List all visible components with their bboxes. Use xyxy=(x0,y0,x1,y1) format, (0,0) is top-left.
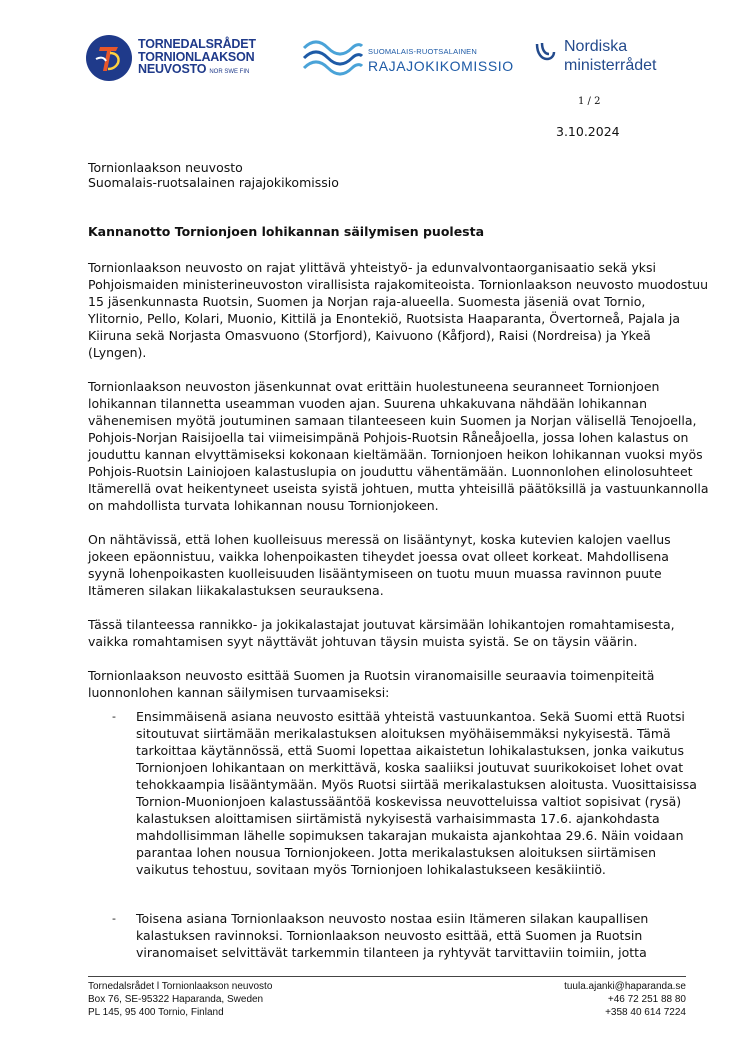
footer-phone: +46 72 251 88 80 xyxy=(607,994,686,1006)
text-line: syynä lohenpoikasten kuolleisuuden lisääntymiseen on tuotu muun muassa ravinnon puute xyxy=(88,566,662,581)
footer-line: PL 145, 95 400 Tornio, Finland xyxy=(88,1007,224,1019)
paragraph-mortality xyxy=(88,531,671,599)
footer-phone: +358 40 614 7224 xyxy=(605,1007,686,1019)
text-line: parantaa lohen nousua Tornionjokeen. Jotta merikalastuksen aloituksen siirtämisen xyxy=(136,845,656,860)
footer-address xyxy=(88,980,272,1020)
text-line: 15 jäsenkunnasta Ruotsin, Suomen ja Norjan raja-alueella. Suomesta jäseniä ovat Tornio, xyxy=(88,294,646,309)
text-line: Tornionlaakson neuvoston jäsenkunnat ovat erittäin huolestuneena seuranneet Tornionjoen xyxy=(88,379,660,394)
nor-swe-fin-label: NOR SWE FIN xyxy=(209,69,250,75)
text-line: Tornionlaakson neuvosto on rajat ylittävä yhteistyö- ja edunvalvontaorganisaatio sekä yksi xyxy=(88,260,656,275)
text-line: lohikannan tilannetta useamman vuoden ajan. Suurena uhkakuvana nähdään lohikannan xyxy=(88,396,647,411)
text-line: luonnonlohen kannan säilymisen turvaamiseksi: xyxy=(88,685,390,700)
tornedalsradet-name: TORNEDALSRÅDET xyxy=(138,37,256,51)
text-line: Tornionlaakson neuvosto esittää Suomen ja Ruotsin viranomaisille seuraavia toimenpiteitä xyxy=(88,668,655,683)
address-line: Suomalais-ruotsalainen rajajokikomissio xyxy=(88,175,339,190)
text-line: mahdollisimman lähelle sopimuksen takarajan mukaista ajankohtaa 29.6. Näin voidaan xyxy=(136,828,684,843)
text-line: Pohjois-Norjan Raisijoella tai viimeisimpänä Pohjois-Ruotsin Råneåjoella, jossa lohen kalastus on xyxy=(88,430,689,445)
bullet-marker: - xyxy=(112,710,116,723)
document-date: 3.10.2024 xyxy=(556,124,620,139)
document-title: Kannanotto Tornionjoen lohikannan säilymisen puolesta xyxy=(88,224,485,239)
nordic-swan-icon xyxy=(534,40,556,62)
text-line: Ensimmäisenä asiana neuvosto esittää yhteistä vastuunkantoa. Sekä Suomi että Ruotsi xyxy=(136,709,685,724)
text-line: vaikka romahtamisen syyt näyttävät johtuvan täysin muista syistä. Se on täysin väärin. xyxy=(88,634,638,649)
text-line: jouduttu kannan elvyttämiseksi kokonaan kieltämään. Tornionjoen heikon lohikannan vuoksi myös xyxy=(88,447,703,462)
address-line: Tornionlaakson neuvosto xyxy=(88,160,243,175)
nordiska-ministerradet-logo xyxy=(534,38,674,78)
text-line: On nähtävissä, että lohen kuolleisuus meressä on lisääntynyt, koska kutevien kalojen vaellus xyxy=(88,532,671,547)
text-line: Itämerellä ovat heikentyneet useista syistä johtuen, mutta yhteisillä päätöksillä ja vastuunkannolla xyxy=(88,481,709,496)
nordiska-label: Nordiska xyxy=(564,38,628,55)
text-line: vaikutus tehostuu, sovitaan myös Tornionjoen lohikalastukseen kesäkiintiö. xyxy=(136,862,606,877)
text-line: tehokkaampia lisääntymään. Myös Ruotsi siirtää merikalastuksen aloitusta. Vuosittaisissa xyxy=(136,777,697,792)
rajajokikomissio-name: RAJAJOKIKOMISSIO xyxy=(368,58,514,74)
bullet-item-second xyxy=(136,910,648,961)
rajajokikomissio-subtitle: SUOMALAIS-RUOTSALAINEN xyxy=(368,47,478,56)
text-line: jokeen epäonnistuu, vaikka lohenpoikasten tiheydet joessa ovat olleet korkeat. Mahdollisena xyxy=(88,549,669,564)
bullet-marker: - xyxy=(112,912,116,925)
tornedalsradet-logo xyxy=(86,35,276,83)
tornionlaakson-name: TORNIONLAAKSON xyxy=(138,49,255,64)
text-line: Ylitornio, Pello, Kolari, Muonio, Kittilä ja Enontekiö, Ruotsista Haaparanta, Övertorneå, Pajala ja xyxy=(88,311,680,326)
text-line: (Lyngen). xyxy=(88,345,147,360)
rajajokikomissio-logo xyxy=(302,36,514,80)
footer-contact xyxy=(520,980,686,1020)
footer-line: Box 76, SE-95322 Haparanda, Sweden xyxy=(88,994,264,1006)
text-line: Pohjois-Ruotsin Lainiojoen kalastuslupia on jouduttu vähentämään. Luonnonlohen elinolosuhteet xyxy=(88,464,693,479)
text-line: kalastuksen aloittamisen siirtämistä nykyisestä varhaisimmasta 17.6. ajankohdasta xyxy=(136,811,660,826)
text-line: viranomaiset selvittävät tarkemmin tilanteen ja ryhtyvät tarvittaviin toimiin, jotta xyxy=(136,945,647,960)
waves-icon xyxy=(302,38,364,78)
text-line: vähenemisen myötä joutuminen samaan tilanteeseen kuin Suomen ja Norjan välisellä Tenojoella, xyxy=(88,413,697,428)
text-line: Kiiruna sekä Norjasta Omasvuono (Storfjord), Kaivuono (Kåfjord), Raisi (Nordreisa) ja Ykeä xyxy=(88,328,651,343)
recipient-address xyxy=(88,160,339,190)
paragraph-proposals xyxy=(88,667,654,701)
text-line: Tornionjoen lohikantaan on merkittävä, koska saaliiksi joutuvat suurikokoiset lohet ovat xyxy=(136,760,684,775)
neuvosto-name: NEUVOSTO xyxy=(138,62,207,76)
paragraph-concern xyxy=(88,378,709,514)
footer-divider xyxy=(88,976,686,977)
footer-line: Tornedalsrådet l Tornionlaakson neuvosto xyxy=(88,981,273,992)
text-line: Tässä tilanteessa rannikko- ja jokikalastajat joutuvat kärsimään lohikantojen romahtamisesta, xyxy=(88,617,675,632)
text-line: Itämeren silakan liikakalastuksen seurauksena. xyxy=(88,583,384,598)
text-line: sitoutuvat siirtämään merikalastuksen aloituksen myöhäisemmäksi nykyisestä. Tämä xyxy=(136,726,671,741)
text-line: Tornion-Muonionjoen kalastussääntöä koskevissa neuvotteluissa valtiot sopisivat (rysä) xyxy=(136,794,682,809)
footer-email[interactable]: tuula.ajanki@haparanda.se xyxy=(564,981,686,992)
text-line: kalastuksen ravinnoksi. Tornionlaakson neuvosto esittää, että Suomen ja Ruotsin xyxy=(136,928,643,943)
text-line: tarkoittaa käytännössä, että Suomi lopettaa aikaistetun lohikalastuksen, jonka vaikutus xyxy=(136,743,684,758)
ministerradet-label: ministerrådet xyxy=(564,57,657,74)
text-line: Pohjoismaiden ministerineuvoston virallisista rajakomiteoista. Tornionlaakson neuvosto muodostuu xyxy=(88,277,709,292)
text-line: on mahdollista turvata lohikannan nousu Tornionjokeen. xyxy=(88,498,439,513)
bullet-item-first xyxy=(136,708,697,878)
tornedalsradet-emblem-icon xyxy=(86,35,132,81)
paragraph-fishermen xyxy=(88,616,675,650)
text-line: Toisena asiana Tornionlaakson neuvosto nostaa esiin Itämeren silakan kaupallisen xyxy=(136,911,649,926)
page-number: 1 / 2 xyxy=(578,96,601,107)
paragraph-intro xyxy=(88,259,708,361)
